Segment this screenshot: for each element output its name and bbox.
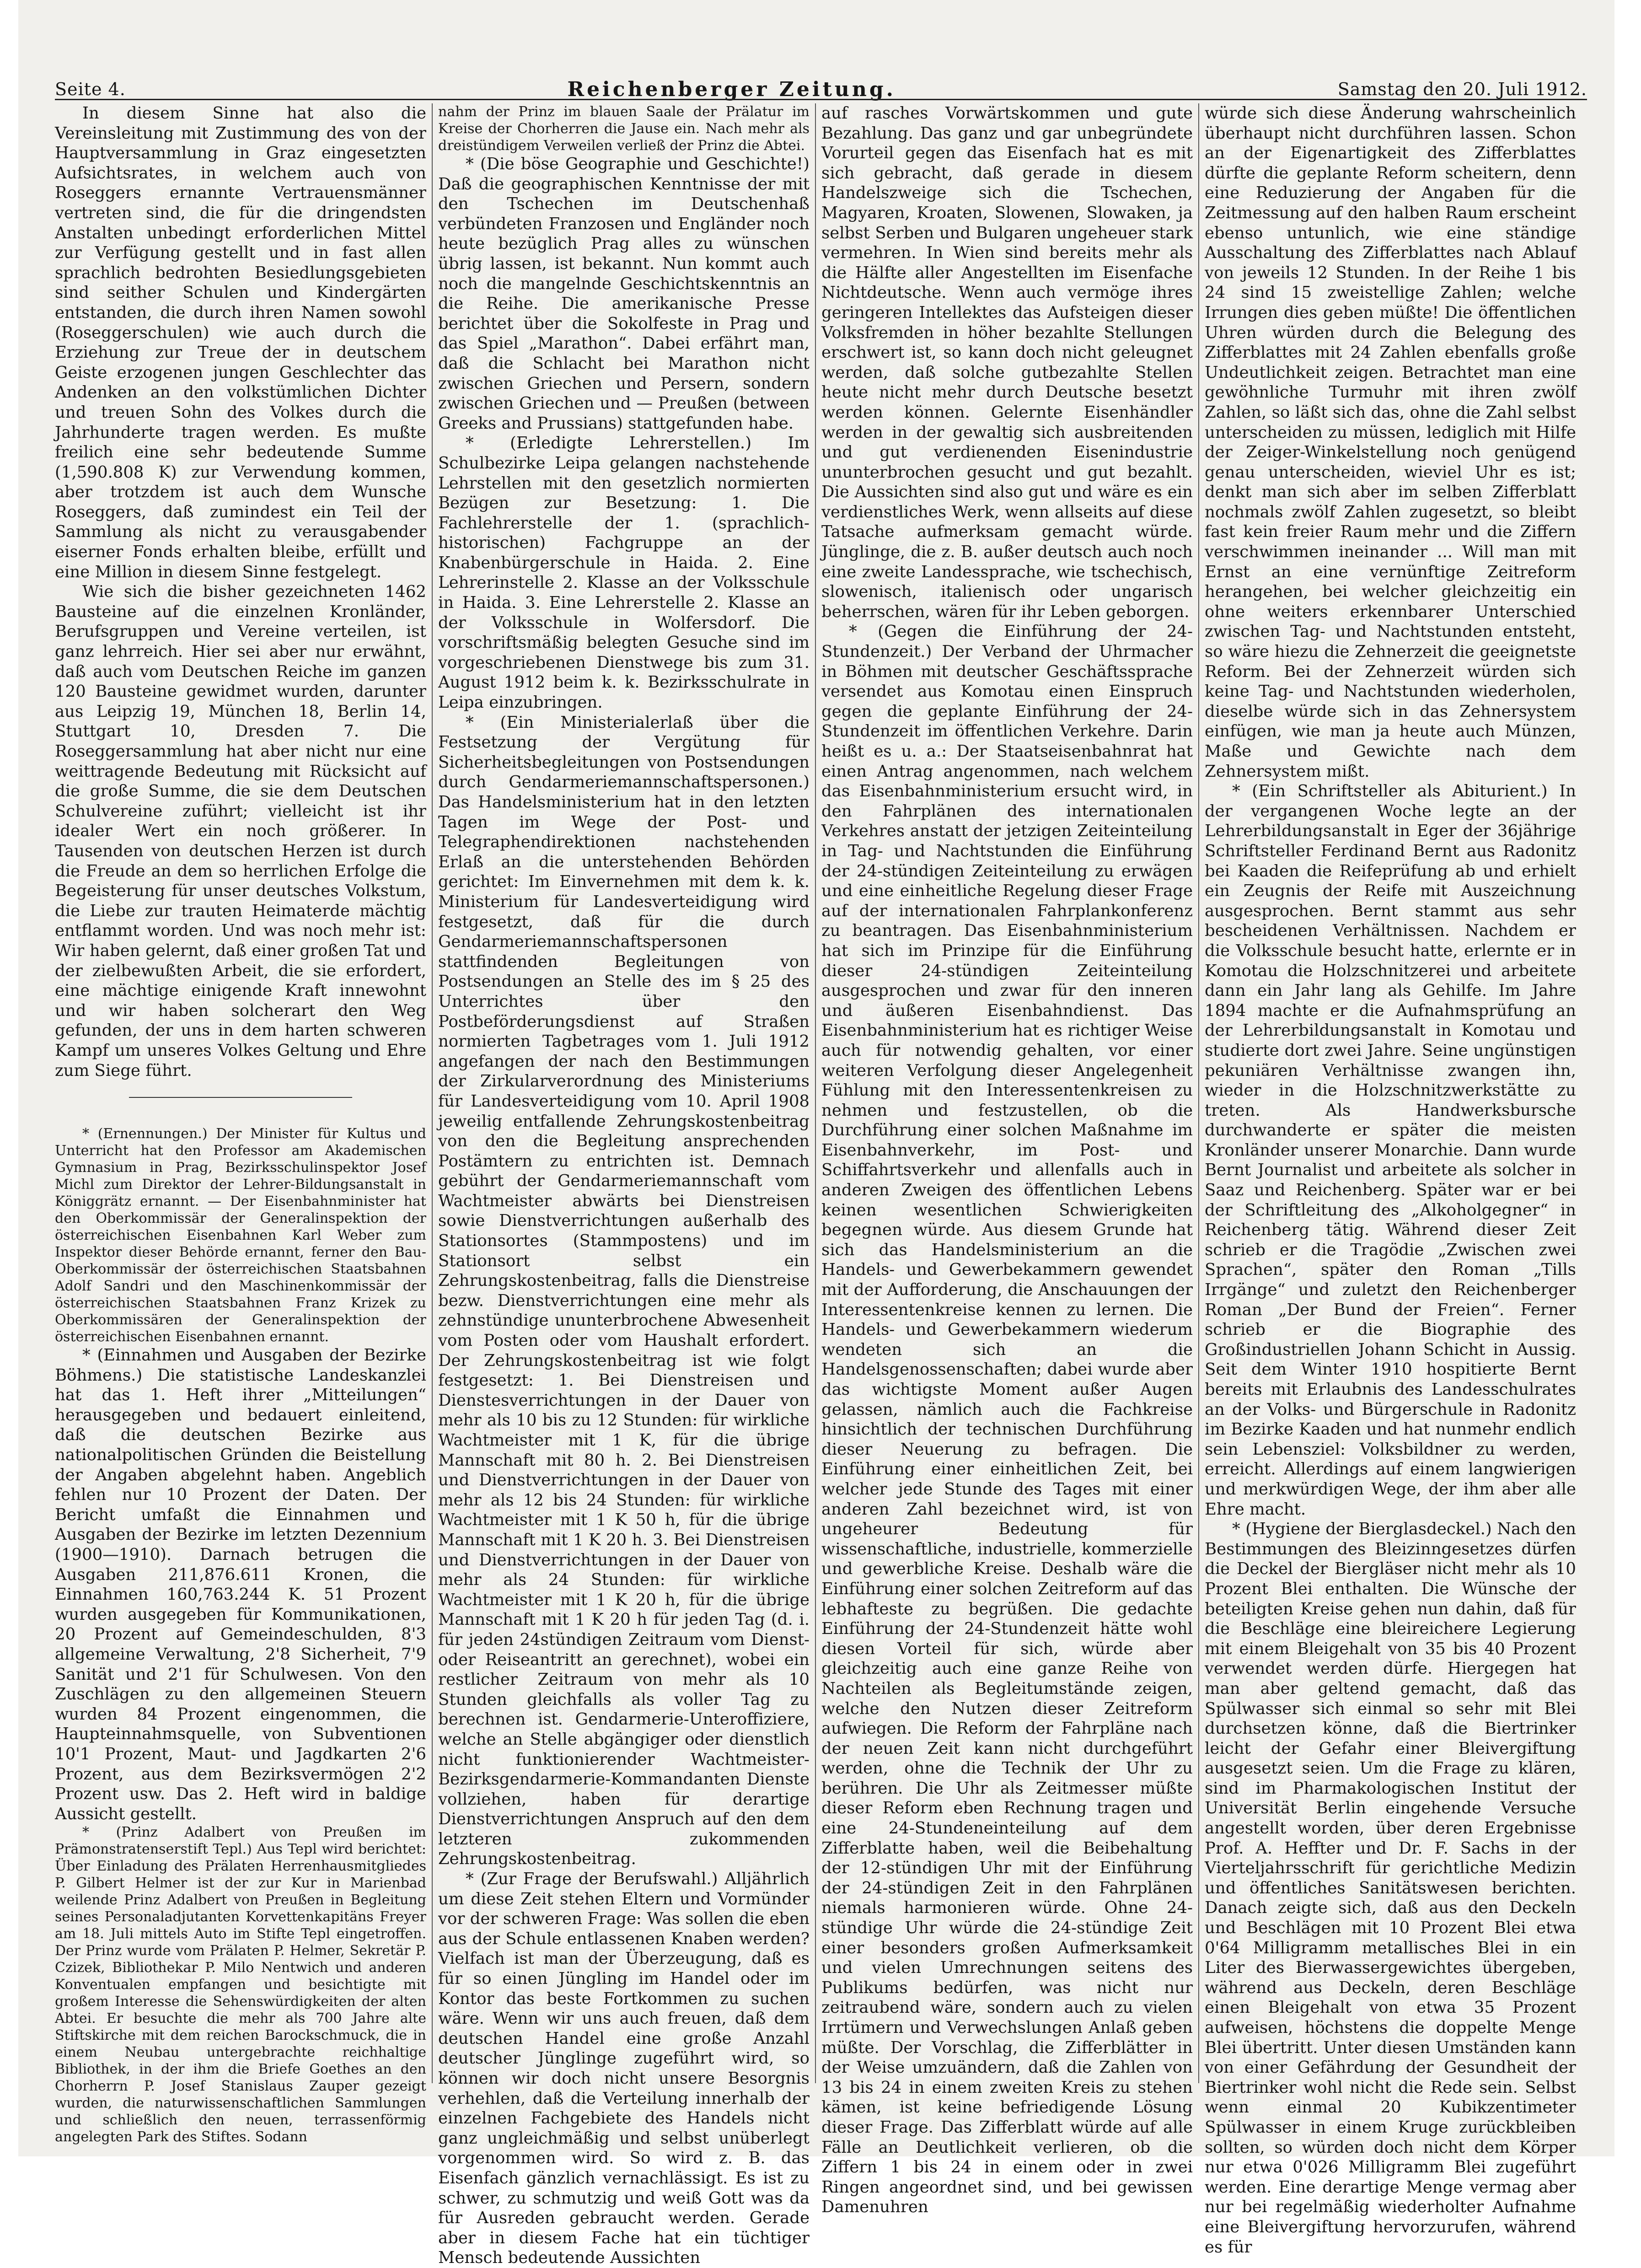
issue-date: Samstag den 20. Juli 1912. — [1337, 79, 1587, 99]
news-item-prince-adalbert: * (Prinz Adalbert von Preußen im Prämonstratenserstift Tepl.) Aus Tepl wird berichtet: Über Einladung des Prälaten Herrenhausmitgliedes P. Gilbert Helmer ist der zur Kur in Marienbad weilende Prinz Adalbert von Preußen in Begleitung seines Personaladjutanten Korvettenkapitäns Freyer am 18. Juli mittels Auto im Stifte Tepl eingetroffen. Der Prinz wurde vom Prälaten P. Helmer, Sekretär P. Czizek, Bibliothekar P. Milo Nentwich und anderen Konventualen empfangen und besichtigte mit großem Interesse die Sehenswürdigkeiten der alten Abtei. Er besuchte die mehr als 700 Jahre alte Stiftskirche mit dem reichen Barockschmuck, die in einem Neubau untergebrachte reichhaltige Bibliothek, in der ihm die Briefe Goethes an den Chorherrn P. Josef Stanislaus Zauper gezeigt wurden, die naturwissenschaftlichen Sammlungen und schließlich den neuen, terrassenförmig angelegten Park des Stiftes. Sodann — [55, 1824, 426, 2145]
news-item-ministerial-decree: * (Ein Ministerialerlaß über die Festsetzung der Vergütung für Sicherheitsbegleitungen von Postsendungen durch Gendarmeriemannschaftspersonen.) Das Handelsministerium hat in den letzten Tagen im Wege der Post- und Telegraphendirektionen nachstehenden Erlaß an die unterstehenden Behörden gerichtet: Im Einvernehmen mit dem k. k. Ministerium für Landesverteidigung wird festgesetzt, daß für die durch Gendarmeriemannschaftspersonen stattfindenden Begleitungen von Postsendungen an Stelle des im § 25 des Unterrichtes über den Postbeförderungsdienst auf Straßen normierten Tagbetrages vom 1. Juli 1912 angefangen der nach den Bestimmungen der Zirkularverordnung des Ministeriums für Landesverteidigung vom 10. April 1908 jeweilig entfallende Zehrungskostenbeitrag von den die Begleitung ansprechenden Postämtern zu entrichten ist. Demnach gebührt der Gendarmeriemannschaft vom Wachtmeister abwärts bei Dienstreisen sowie Dienstverrichtungen außerhalb des Stationsortes (Stammpostens) und im Stationsort selbst ein Zehrungskostenbeitrag, falls die Dienstreise bezw. Dienstverrichtungen eine mehr als zehnstündige ununterbrochene Abwesenheit vom Posten oder vom Haushalt erfordert. Der Zehrungskostenbeitrag ist wie folgt festgesetzt: 1. Bei Dienstreisen und Dienstesverrichtungen in der Dauer von mehr als 10 bis zu 12 Stunden: für wirkliche Wachtmeister mit 1 K, für die übrige Mannschaft mit 80 h. 2. Bei Dienstreisen und Dienstverrichtungen in der Dauer von mehr als 12 bis 24 Stunden: für wirkliche Wachtmeister mit 1 K 50 h, für die übrige Mannschaft mit 1 K 20 h. 3. Bei Dienstreisen und Dienstverrichtungen in der Dauer von mehr als 24 Stunden: für wirkliche Wachtmeister mit 1 K 20 h, für die übrige Mannschaft mit 1 K 20 h für jeden Tag (d. i. für jeden 24stündigen Zeitraum vom Dienst- oder Reiseantritt an gerechnet), wobei ein restlicher Zeitraum von mehr als 10 Stunden gleichfalls als voller Tag zu berechnen ist. Gendarmerie-Unteroffiziere, welche an Stelle abgängiger oder dienstlich nicht funktionierender Wachtmeister-Bezirksgendarmerie-Kommandanten Dienste vollziehen, haben für derartige Dienstverrichtungen Anspruch auf den dem letzteren zukommenden Zehrungskostenbeitrag. — [438, 713, 810, 1869]
column-divider — [1198, 103, 1199, 2083]
column-4 — [1205, 103, 1576, 2257]
news-item-24-hour-time: * (Gegen die Einführung der 24-Stundenzeit.) Der Verband der Uhrmacher in Böhmen mit deutscher Geschäftssprache versendet aus Komotau einen Einspruch gegen die geplante Einführung der 24-Stundenzeit im öffentlichen Verkehre. Darin heißt es u. a.: Der Staatseisenbahnrat hat einen Antrag angenommen, nach welchem das Eisenbahnministerium ersucht wird, in den Fahrplänen des internationalen Verkehres anstatt der jetzigen Zeiteinteilung in Tag- und Nachtstunden die Einführung der 24-stündigen Zeiteinteilung zu erwägen und eine einheitliche Regelung dieser Frage auf der internationalen Fahrplankonferenz zu beantragen. Das Eisenbahnministerium hat sich im Prinzipe für die Einführung dieser 24-stündigen Zeiteinteilung ausgesprochen und zwar für den inneren und äußeren Eisenbahndienst. Das Eisenbahnministerium hat es richtiger Weise auch für notwendig gehalten, vor einer weiteren Verfolgung dieser Angelegenheit Fühlung mit den Interessentenkreisen zu nehmen und festzustellen, ob die Durchführung einer solchen Maßnahme im Eisenbahnverkehr, im Post- und Schiffahrtsverkehr und allenfalls auch in anderen Zweigen des öffentlichen Lebens keinen wesentlichen Schwierigkeiten begegnen würde. Aus diesem Grunde hat sich das Handelsministerium an die Handels- und Gewerbekammern gewendet mit der Aufforderung, die Anschauungen der Interessentenkreise kennen zu lernen. Die Handels- und Gewerbekammern wiederum wendeten sich an die Handelsgenossenschaften; dabei wurde aber das wichtigste Moment außer Augen gelassen, nämlich auch die Fachkreise hinsichtlich der technischen Durchführung dieser Neuerung zu befragen. Die Einführung einer einheitlichen Zeit, bei welcher jede Stunde des Tages mit einer anderen Zahl bezeichnet wird, ist von ungeheurer Bedeutung für wissenschaftliche, industrielle, kommerzielle und gewerbliche Kreise. Deshalb wäre die Einführung einer solchen Zeitreform auf das lebhafteste zu begrüßen. Die gedachte Einführung der 24-Stundenzeit hätte wohl diesen Vorteil für sich, würde aber gleichzeitig auch eine ganze Reihe von Nachteilen als Begleitumstände zeigen, welche den Nutzen dieser Zeitreform aufwiegen. Die Reform der Fahrpläne nach der neuen Zeit kann nicht durchgeführt werden, ohne die Technik der Uhr zu berühren. Die Uhr als Zeitmesser müßte dieser Reform eben Rechnung tragen und eine 24-Stundeneinteilung auf dem Zifferblatte haben, weil die Beibehaltung der 12-stündigen Uhr mit der Einführung der 24-stündigen Zeit in den Fahrplänen niemals harmonieren würde. Ohne 24-stündige Uhr würde die 24-stündige Zeit einer besonders großen Aufmerksamkeit und vielen Umrechnungen seitens des Publikums bedürfen, was nicht nur zeitraubend wäre, sondern auch zu vielen Irrtümern und Verwechslungen Anlaß geben müßte. Der Vorschlag, die Zifferblätter in der Weise umzuändern, daß die Zahlen von 13 bis 24 in einem zweiten Kreis zu stehen kämen, ist keine befriedigende Lösung dieser Frage. Das Zifferblatt würde auf alle Fälle an Deutlichkeit verlieren, ob die Ziffern 1 bis 24 in einem oder in zwei Ringen angeordnet sind, und bei gewissen Damenuhren — [821, 622, 1193, 2217]
news-item-district-finances: * (Einnahmen und Ausgaben der Bezirke Böhmens.) Die statistische Landeskanzlei hat das 1. Heft ihrer „Mitteilungen“ herausgegeben und bedauert einleitend, daß die deutschen Bezirke aus nationalpolitischen Gründen die Beistellung der Angaben abgelehnt haben. Angeblich fehlen nur 10 Prozent der Daten. Der Bericht umfaßt die Einnahmen und Ausgaben der Bezirke im letzten Dezennium (1900—1910). Darnach betrugen die Ausgaben 211,876.611 Kronen, die Einnahmen 160,763.244 K. 51 Prozent wurden ausgegeben für Kommunikationen, 20 Prozent auf Gemeindeschulden, 8'3 allgemeine Verwaltung, 2'8 Sicherheit, 7'9 Sanität und 2'1 für Schulwesen. Von den Zuschlägen zu den allgemeinen Steuern wurden 84 Prozent eingenommen, die Haupteinnahmsquelle, von Subventionen 10'1 Prozent, Maut- und Jagdkarten 2'6 Prozent, aus dem Bezirksvermögen 2'2 Prozent usw. Das 2. Heft wird in baldige Aussicht gestellt. — [55, 1346, 426, 1823]
article-end-rule — [129, 1097, 352, 1098]
article-paragraph: nahm der Prinz im blauen Saale der Prälatur im Kreise der Chorherren die Jause ein. Nach mehr als dreistündigem Verweilen verließ der Prinz die Abtei. — [438, 104, 810, 154]
article-paragraph: würde sich diese Änderung wahrscheinlich überhaupt nicht durchführen lassen. Schon an der Eigenartigkeit des Zifferblattes dürfte die geplante Reform scheitern, denn eine Reduzierung der Angaben für die Zeitmessung auf den halben Raum erscheint ebenso untunlich, wie eine ständige Ausschaltung des Zifferblattes nach Ablauf von jeweils 12 Stunden. In der Reihe 1 bis 24 sind 15 zweistellige Zahlen; welche Irrungen dies geben müßte! Die öffentlichen Uhren würden durch die Belegung des Zifferblattes mit 24 Zahlen ebenfalls große Undeutlichkeit zeigen. Betrachtet man eine gewöhnliche Turmuhr mit ihren zwölf Zahlen, so läßt sich das, ohne die Zahl selbst unterscheiden zu müssen, lediglich mit Hilfe der Zeiger-Winkelstellung noch genügend genau unterscheiden, wieviel Uhr es ist; denkt man sich aber im selben Zifferblatt nochmals zwölf Zahlen zugesetzt, so bleibt fast kein freier Raum mehr und die Ziffern verschwimmen ineinander ... Will man mit Ernst an eine vernünftige Zeitreform herangehen, bei welcher gleichzeitig ein ohne weiters erkennbarer Unterschied zwischen Tag- und Nachtstunden entsteht, so wäre hiezu die Zehnerzeit die geeignetste Reform. Bei der Zehnerzeit würden sich keine Tag- und Nachtstunden wiederholen, dieselbe würde sich in das Zehnersystem einfügen, wie man ja heute auch Münzen, Maße und Gewichte nach dem Zehnersystem mißt. — [1205, 104, 1576, 781]
page-header — [55, 73, 1587, 105]
article-paragraph: In diesem Sinne hat also die Vereinsleitung mit Zustimmung des von der Hauptversammlung in Graz eingesetzten Aufsichtsrates, in welchem auch von Roseggers ernannte Vertrauensmänner vertreten sind, die für die dringendsten Anstalten unbedingt erforderlichen Mittel zur Verfügung gestellt und in fast allen sprachlich bedrohten Besiedlungsgebieten sind seither Schulen und Kindergärten entstanden, die durch ihren Namen sowohl (Roseggerschulen) wie auch durch die Erziehung zur Treue der in deutschem Geiste erzogenen jungen Geschlechter das Andenken an den volkstümlichen Dichter und treuen Sohn des Volkes durch die Jahrhunderte tragen werden. Es mußte freilich eine sehr bedeutende Summe (1,590.808 K) zur Verwendung kommen, aber trotzdem ist auch dem Wunsche Roseggers, daß zumindest ein Teil der Sammlung als nicht zu verausgabender eiserner Fonds erhalten bleibe, erfüllt und eine Million in diesem Sinne festgelegt. — [55, 104, 426, 581]
news-item-teacher-posts: * (Erledigte Lehrerstellen.) Im Schulbezirke Leipa gelangen nachstehende Lehrstellen mit den gesetzlich normierten Bezügen zur Besetzung: 1. Die Fachlehrerstelle der 1. (sprachlich-historischen) Fachgruppe an der Knabenbürgerschule in Haida. 2. Eine Lehrerinstelle 2. Klasse an der Volksschule in Haida. 3. Eine Lehrerstelle 2. Klasse an der Volksschule in Wolfersdorf. Die vorschriftsmäßig belegten Gesuche sind im vorgeschriebenen Dienstwege bis zum 31. August 1912 beim k. k. Bezirksschulrate in Leipa einzubringen. — [438, 434, 810, 712]
news-item-appointments: * (Ernennungen.) Der Minister für Kultus und Unterricht hat den Professor am Akademischen Gymnasium in Prag, Bezirksschulinspektor Josef Michl zum Direktor der Lehrer-Bildungsanstalt in Königgrätz ernannt. — Der Eisenbahnminister hat den Oberkommissär der Generalinspektion der österreichischen Eisenbahnen Karl Weber zum Inspektor dieser Behörde ernannt, ferner den Bau-Oberkommissär der österreichischen Staatsbahnen Adolf Sandri und den Maschinenkommissär der österreichischen Staatsbahnen Franz Krizek zu Oberkommissären der Generalinspektion der österreichischen Eisenbahnen ernannt. — [55, 1126, 426, 1345]
newspaper-title: Reichenberger Zeitung. — [567, 77, 896, 101]
article-columns — [55, 103, 1587, 2268]
column-3 — [821, 103, 1193, 2217]
news-item-career-choice: * (Zur Frage der Berufswahl.) Alljährlich um diese Zeit stehen Eltern und Vormünder vor der schweren Frage: Was sollen die eben aus der Schule entlassenen Knaben werden? Vielfach ist man der Überzeugung, daß es für so einen Jüngling im Handel oder im Kontor das beste Fortkommen zu suchen wäre. Wenn wir uns auch freuen, daß dem deutschen Handel eine große Anzahl deutscher Jünglinge zugeführt wird, so können wir doch nicht unsere Besorgnis verhehlen, daß die Verteilung innerhalb der einzelnen Fachgebiete des Handels nicht ganz ungleichmäßig und selbst unüberlegt vorgenommen wird. So wird z. B. das Eisenfach gänzlich vernachlässigt. Es ist zu schwer, zu schmutzig und weiß Gott was da für Ausreden gebraucht werden. Gerade aber in diesem Fache hat ein tüchtiger Mensch bedeutende Aussichten — [438, 1870, 810, 2268]
page-number: Seite 4. — [55, 79, 126, 99]
column-divider — [432, 103, 433, 2083]
news-item-geography: * (Die böse Geographie und Geschichte!) Daß die geographischen Kenntnisse der mit den Tschechen im Deutschenhaß verbündeten Franzosen und Engländer noch heute bezüglich Prag alles zu wünschen übrig lassen, ist bekannt. Nun kommt auch noch die mangelnde Geschichtskenntnis an die Reihe. Die amerikanische Presse berichtet über die Sokolfeste in Prag und das Spiel „Marathon“. Dabei erfährt man, daß die Schlacht bei Marathon nicht zwischen Griechen und Persern, sondern zwischen Griechen und — Preußen (between Greeks and Prussians) stattgefunden habe. — [438, 155, 810, 433]
news-item-beer-lids: * (Hygiene der Bierglasdeckel.) Nach den Bestimmungen des Bleizinngesetzes dürfen die Deckel der Biergläser nicht mehr als 10 Prozent Blei enthalten. Die Wünsche der beteiligten Kreise gehen nun dahin, daß für die Beschläge eine bleireichere Legierung mit einem Bleigehalt von 35 bis 40 Prozent verwendet werden dürfe. Hiergegen hat man aber geltend gemacht, daß das Spülwasser sich einmal so sehr mit Blei durchsetzen könne, daß die Biertrinker leicht der Gefahr einer Bleivergiftung ausgesetzt seien. Um die Frage zu klären, sind im Pharmakologischen Institut der Universität Berlin eingehende Versuche angestellt worden, über deren Ergebnisse Prof. A. Heffter und Dr. F. Sachs in der Vierteljahrsschrift für gerichtliche Medizin und öffentliches Sanitätswesen berichten. Danach zeigte sich, daß aus den Deckeln und Beschlägen mit 10 Prozent Blei etwa 0'64 Milligramm metallisches Blei in ein Liter des Bierwassergewichtes übergeben, während aus Deckeln, deren Beschläge einen Bleigehalt von etwa 35 Prozent aufweisen, höchstens die doppelte Menge Blei übertritt. Unter diesen Umständen kann von einer Gefährdung der Gesundheit der Biertrinker wohl nicht die Rede sein. Selbst wenn einmal 20 Kubikzentimeter Spülwasser in einem Kruge zurückbleiben sollten, so würden doch nicht dem Körper nur etwa 0'026 Milligramm Blei zugeführt werden. Eine derartige Menge vermag aber nur bei regelmäßig wiederholter Aufnahme eine Bleivergiftung hervorzurufen, während es für — [1205, 1520, 1576, 2257]
article-paragraph: auf rasches Vorwärtskommen und gute Bezahlung. Das ganz und gar unbegründete Vorurteil gegen das Eisenfach hat es mit sich gebracht, daß gerade in diesem Handelszweige sich die Tschechen, Magyaren, Kroaten, Slowenen, Slowaken, ja selbst Serben und Bulgaren ungeheuer stark vermehren. In Wien sind bereits mehr als die Hälfte aller Angestellten im Eisenfache Nichtdeutsche. Wenn auch vermöge ihres geringeren Intellektes das Aufsteigen dieser Volksfremden in höher bezahlte Stellungen erschwert ist, so kann doch nicht geleugnet werden, daß solche gutbezahlte Stellen heute nicht mehr durch Deutsche besetzt werden können. Gelernte Eisenhändler werden in der gewaltig sich ausbreitenden und gut verdienenden Eisenindustrie ununterbrochen gesucht und gut bezahlt. Die Aussichten sind also gut und wäre es ein verdienstliches Werk, wenn allseits auf diese Tatsache aufmerksam gemacht würde. Jünglinge, die z. B. außer deutsch auch noch eine zweite Landessprache, wie tschechisch, slowenisch, italienisch oder ungarisch beherrschen, wären für ihr Leben geborgen. — [821, 104, 1193, 621]
column-2 — [438, 103, 810, 2268]
article-paragraph: Wie sich die bisher gezeichneten 1462 Bausteine auf die einzelnen Kronländer, Berufsgruppen und Vereine verteilen, ist ganz lehrreich. Hier sei aber nur erwähnt, daß auch vom Deutschen Reiche im ganzen 120 Bausteine gewidmet wurden, darunter aus Leipzig 19, München 18, Berlin 14, Stuttgart 10, Dresden 7. Die Roseggersammlung hat aber nicht nur eine weittragende Bedeutung mit Rücksicht auf die große Summe, die sie dem Deutschen Schulvereine zuführt; vielleicht ist ihr idealer Wert ein noch größerer. In Tausenden von deutschen Herzen ist durch die Freude an dem so herrlichen Erfolge die Begeisterung für unser deutsches Volkstum, die Liebe zur trauten Heimaterde mächtig entflammt worden. Und was noch mehr ist: Wir haben gelernt, daß einer großen Tat und der zielbewußten Arbeit, die sie erfordert, eine mächtige einigende Kraft innewohnt und wir haben solcherart den Weg gefunden, der uns in dem harten schweren Kampf um unseres Volkes Geltung und Ehre zum Siege führt. — [55, 582, 426, 1080]
header-rule — [55, 99, 1587, 100]
column-divider — [815, 103, 816, 2083]
column-1 — [55, 103, 426, 2145]
news-item-writer-graduate: * (Ein Schriftsteller als Abiturient.) In der vergangenen Woche legte an der Lehrerbildungsanstalt in Eger der 36jährige Schriftsteller Ferdinand Bernt aus Radonitz bei Kaaden die Reifeprüfung ab und erhielt ein Zeugnis der Reife mit Auszeichnung ausgesprochen. Bernt stammt aus sehr bescheidenen Verhältnissen. Nachdem er die Volksschule besucht hatte, erlernte er in Komotau die Holzschnitzerei und arbeitete dann ein Jahr lang als Gehilfe. Im Jahre 1894 machte er die Aufnahmsprüfung an der Lehrerbildungsanstalt in Komotau und studierte dort zwei Jahre. Seine ungünstigen pekuniären Verhältnisse zwangen ihn, wieder in die Holzschnitzwerkstätte zu treten. Als Handwerksbursche durchwanderte er später die meisten Kronländer unserer Monarchie. Dann wurde Bernt Journalist und arbeitete als solcher in Saaz und Reichenberg. Später war er bei der Schriftleitung des „Alkoholgegner“ in Reichenberg tätig. Während dieser Zeit schrieb er die Tragödie „Zwischen zwei Sprachen“, später den Roman „Tills Irrgänge“ und zuletzt den Reichenberger Roman „Der Bund der Freien“. Ferner schrieb er die Biographie des Großindustriellen Johann Schicht in Aussig. Seit dem Winter 1910 hospitierte Bernt bereits mit Erlaubnis des Landesschulrates an der Volks- und Bürgerschule in Radonitz im Bezirke Kaaden und hat nunmehr endlich sein Lebensziel: Volksbildner zu werden, erreicht. Allerdings auf einem langwierigen und merkwürdigen Wege, der ihm aber alle Ehre macht. — [1205, 782, 1576, 1519]
newspaper-page — [18, 0, 1614, 2268]
